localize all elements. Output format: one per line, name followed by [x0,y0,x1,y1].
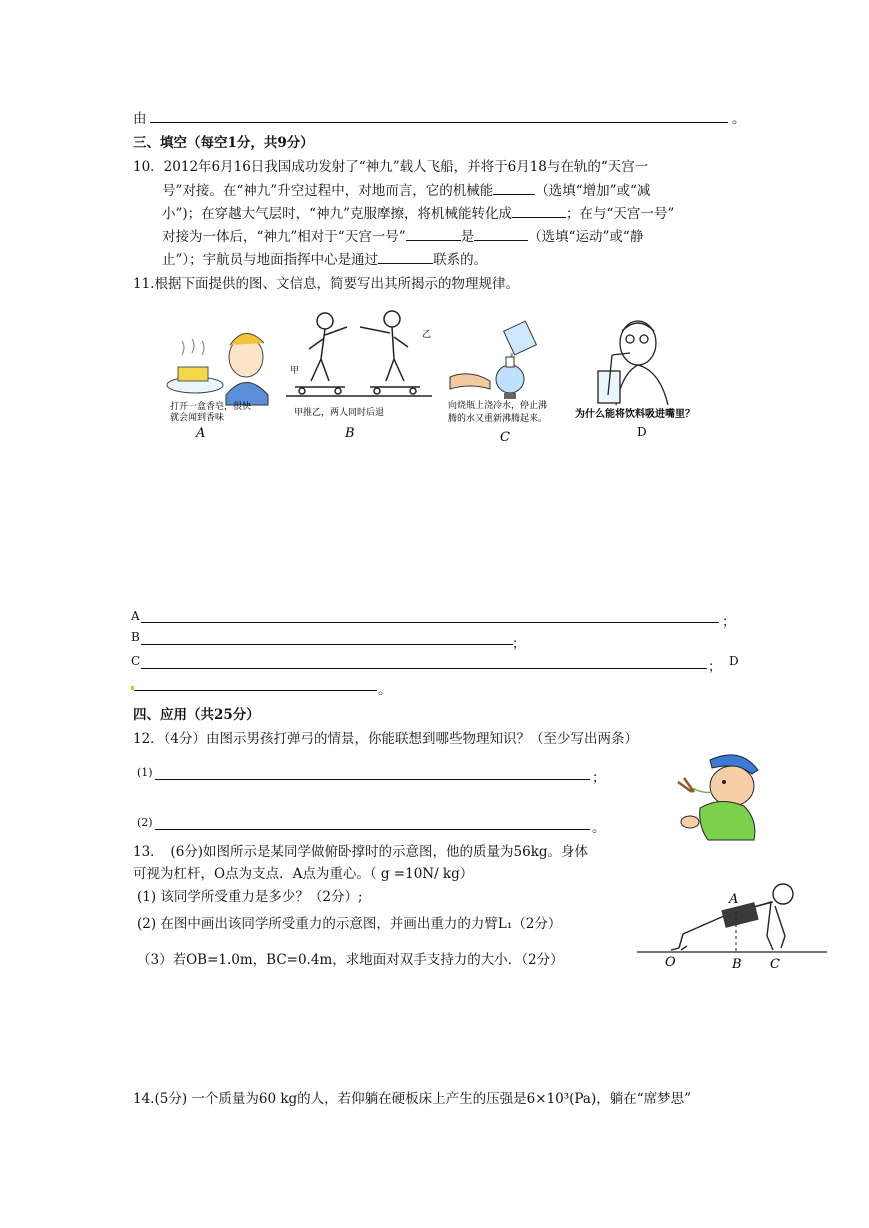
blank [406,226,461,241]
q12-item2-period: 。 [592,820,606,836]
q10-line4: 对接为一体后，“神九”相对于“天宫一号” 是 （选填“运动”或“静 [162,225,643,245]
figure-b-jia: 甲 [290,366,300,376]
q10-line5: 止”）；宇航员与地面指挥中心是通过 联系的。 [162,248,487,268]
figure-a-label: A [196,426,206,441]
q13-sub1: (1) 该同学所受重力是多少？（2分）; [137,889,363,905]
q14-text: 14.(5分) 一个质量为60 kg的人，若仰躺在硬板床上产生的压强是6×10³(Pa)，躺在“席梦思” [133,1091,692,1107]
q13-line1: 13． (6分)如图所示是某同学做俯卧撑时的示意图，他的质量为56kg。身体 [133,844,589,860]
figure-label-C: C [770,957,780,972]
figure-d [598,321,668,405]
answer-a-label: A [131,609,140,623]
figure-b-yi: 乙 [422,330,432,340]
pushup-figure [635,872,830,972]
blank [493,180,535,195]
figure-label-A: A [729,892,739,907]
q11-figures [160,295,740,450]
blank [474,226,528,241]
q12-item2-line [155,829,590,830]
q12-text: 12．（4分）由图示男孩打弹弓的情景，你能联想到哪些物理知识？（至少写出两条） [133,731,639,747]
figure-d-caption: 为什么能将饮料吸进嘴里？ [575,409,695,420]
top-prefix: 由 [133,111,147,127]
section4-heading: 四、应用（共25分） [133,707,260,723]
answer-c-line [141,668,707,669]
figure-a-caption2: 就会闻到香味 [170,413,225,423]
answer-b-semi: ； [512,636,526,652]
slingshot-boy-figure [670,752,770,842]
answer-c-label: C [131,654,141,668]
q10-line3: 小”)；在穿越大气层时，“神九”克服摩擦，将机械能转化成 ；在与“天宫一号” [162,202,674,222]
figure-a-caption1: 打开一盒香皂，很快 [170,402,252,412]
q13-sub3: （3）若OB=1.0m，BC=0.4m，求地面对双手支持力的大小．（2分） [137,952,564,968]
answer-d-line [134,690,377,691]
q12-item1-line [155,779,590,780]
q10-line2: 号”对接。在“神九”升空过程中，对地而言，它的机械能 （选填“增加”或“减 [162,179,650,199]
figure-c-label: C [500,430,510,445]
figure-label-O: O [665,955,676,970]
top-suffix: 。 [732,111,746,127]
figure-c-caption1: 向烧瓶上浇冷水，停止沸 [448,401,548,411]
figure-a [167,333,268,405]
answer-b-line [141,644,513,645]
figure-b [286,311,432,396]
q12-item1-semi: ； [592,770,606,786]
answer-d-period: 。 [378,682,392,698]
q12-item2-label: (2) [137,816,153,829]
answer-b-label: B [131,630,140,644]
blank [378,249,433,264]
answer-d-label: D [729,654,739,668]
answer-line [150,122,728,123]
figure-b-caption: 甲推乙，两人同时后退 [294,408,385,418]
answer-a-semi: ； [722,614,736,630]
figure-c-caption2: 腾的水又重新沸腾起来。 [448,414,548,424]
section3-heading: 三、填空（每空1分，共9分） [133,135,314,151]
q13-line2: 可视为杠杆，O点为支点．A点为重心。（ g =10N/ kg） [133,866,474,882]
figure-d-label: D [637,425,647,439]
q13-sub2: (2) 在图中画出该同学所受重力的示意图，并画出重力的力臂L₁（2分） [137,916,562,932]
answer-a-line [141,622,719,623]
q11-text: 11.根据下面提供的图、文信息，简要写出其所揭示的物理规律。 [133,276,519,292]
q12-item1-label: (1) [137,766,153,779]
figure-b-label: B [345,426,355,441]
figure-label-B: B [732,957,742,972]
blank [512,203,566,218]
answer-c-semi: ； [708,659,722,675]
q10-line1: 10．2012年6月16日我国成功发射了“神九”载人飞船，并将于6月18与在轨的“天宫一 [133,159,649,175]
figure-c [450,321,536,399]
